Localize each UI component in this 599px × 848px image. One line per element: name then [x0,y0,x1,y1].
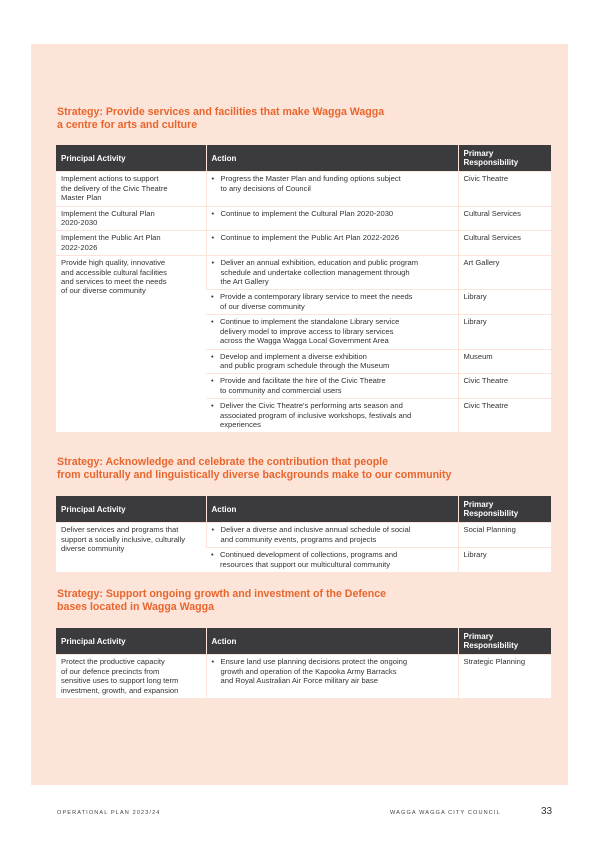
table-row [56,206,551,231]
arts-activity-table [56,145,551,432]
responsibility-cell: Library [458,315,551,349]
responsibility-cell: Library [458,548,551,572]
responsibility-cell: Museum [458,349,551,374]
table-row [56,231,551,256]
activity-cell: Protect the productive capacity of our defence precincts from sensitive uses to support long term investment, growth, and expansion [56,655,206,698]
responsibility-cell: Social Planning [458,523,551,548]
bullet-icon: • [211,657,215,667]
strategy-heading-diversity: Strategy: Acknowledge and celebrate the contribution that people from culturally and linguistically diverse backgrounds make to our community [57,456,452,481]
action-cell: • Deliver an annual exhibition, education and public program schedule and undertake collection management through the Art Gallery [206,256,458,290]
activity-cell: Implement actions to support the delivery of the Civic Theatre Master Plan [56,172,206,206]
bullet-icon: • [211,525,215,535]
responsibility-cell: Civic Theatre [458,172,551,206]
action-cell: • Continue to implement the standalone Library service delivery model to improve access to library services across the Wagga Wagga Local Government Area [206,315,458,349]
col-header-action: Action [206,496,458,523]
table-header-row [56,496,551,523]
diversity-activity-table [56,496,551,572]
responsibility-cell: Strategic Planning [458,655,551,698]
col-header-activity: Principal Activity [56,628,206,655]
bullet-icon: • [211,233,215,243]
footer-document-title: OPERATIONAL PLAN 2023/24 [57,810,161,816]
bullet-icon: • [211,208,215,218]
action-cell: • Progress the Master Plan and funding options subject to any decisions of Council [206,172,458,206]
action-cell: • Provide a contemporary library service to meet the needs of our diverse community [206,290,458,315]
activity-cell: Provide high quality, innovative and accessible cultural facilities and services to meet the needs of our diverse community [56,256,206,433]
col-header-action: Action [206,628,458,655]
action-cell: • Continue to implement the Cultural Plan 2020-2030 [206,206,458,231]
table-row [56,523,551,548]
bullet-icon: • [211,174,215,184]
col-header-responsibility: Primary Responsibility [458,628,551,655]
action-cell: • Deliver a diverse and inclusive annual schedule of social and community events, programs and projects [206,523,458,548]
table-row [56,256,551,290]
bullet-icon: • [211,550,214,560]
strategy-heading-arts: Strategy: Provide services and facilities that make Wagga Wagga a centre for arts and culture [57,106,385,131]
strategy-heading-defence: Strategy: Support ongoing growth and investment of the Defence bases located in Wagga Wagga [57,588,387,613]
action-cell: • Develop and implement a diverse exhibition and public program schedule through the Museum [206,349,458,374]
defence-activity-table [56,628,551,698]
activity-cell: Implement the Public Art Plan 2022-2026 [56,231,206,256]
action-cell: • Continue to implement the Public Art Plan 2022-2026 [206,231,458,256]
action-cell: • Deliver the Civic Theatre's performing arts season and associated program of inclusive workshops, festivals and experiences [206,399,458,433]
bullet-icon: • [211,258,215,268]
responsibility-cell: Cultural Services [458,206,551,231]
activity-cell: Deliver services and programs that support a socially inclusive, culturally diverse community [56,523,206,572]
bullet-icon: • [211,351,214,361]
responsibility-cell: Cultural Services [458,231,551,256]
col-header-activity: Principal Activity [56,145,206,172]
col-header-responsibility: Primary Responsibility [458,496,551,523]
table-header-row [56,628,551,655]
action-cell: • Ensure land use planning decisions protect the ongoing growth and operation of the Kapooka Army Barracks and Royal Australian Air Force military air base [206,655,458,698]
col-header-responsibility: Primary Responsibility [458,145,551,172]
responsibility-cell: Civic Theatre [458,374,551,399]
footer-organisation: WAGGA WAGGA CITY COUNCIL [390,810,501,816]
responsibility-cell: Art Gallery [458,256,551,290]
table-header-row [56,145,551,172]
responsibility-cell: Library [458,290,551,315]
activity-cell: Implement the Cultural Plan 2020-2030 [56,206,206,231]
col-header-activity: Principal Activity [56,496,206,523]
action-cell: • Continued development of collections, programs and resources that support our multicultural community [206,548,458,572]
table-row [56,172,551,206]
action-cell: • Provide and facilitate the hire of the Civic Theatre to community and commercial users [206,374,458,399]
table-row [56,655,551,698]
col-header-action: Action [206,145,458,172]
bullet-icon: • [211,292,214,302]
bullet-icon: • [211,401,214,411]
bullet-icon: • [211,317,214,327]
bullet-icon: • [211,376,214,386]
page-number: 33 [541,806,553,817]
responsibility-cell: Civic Theatre [458,399,551,433]
